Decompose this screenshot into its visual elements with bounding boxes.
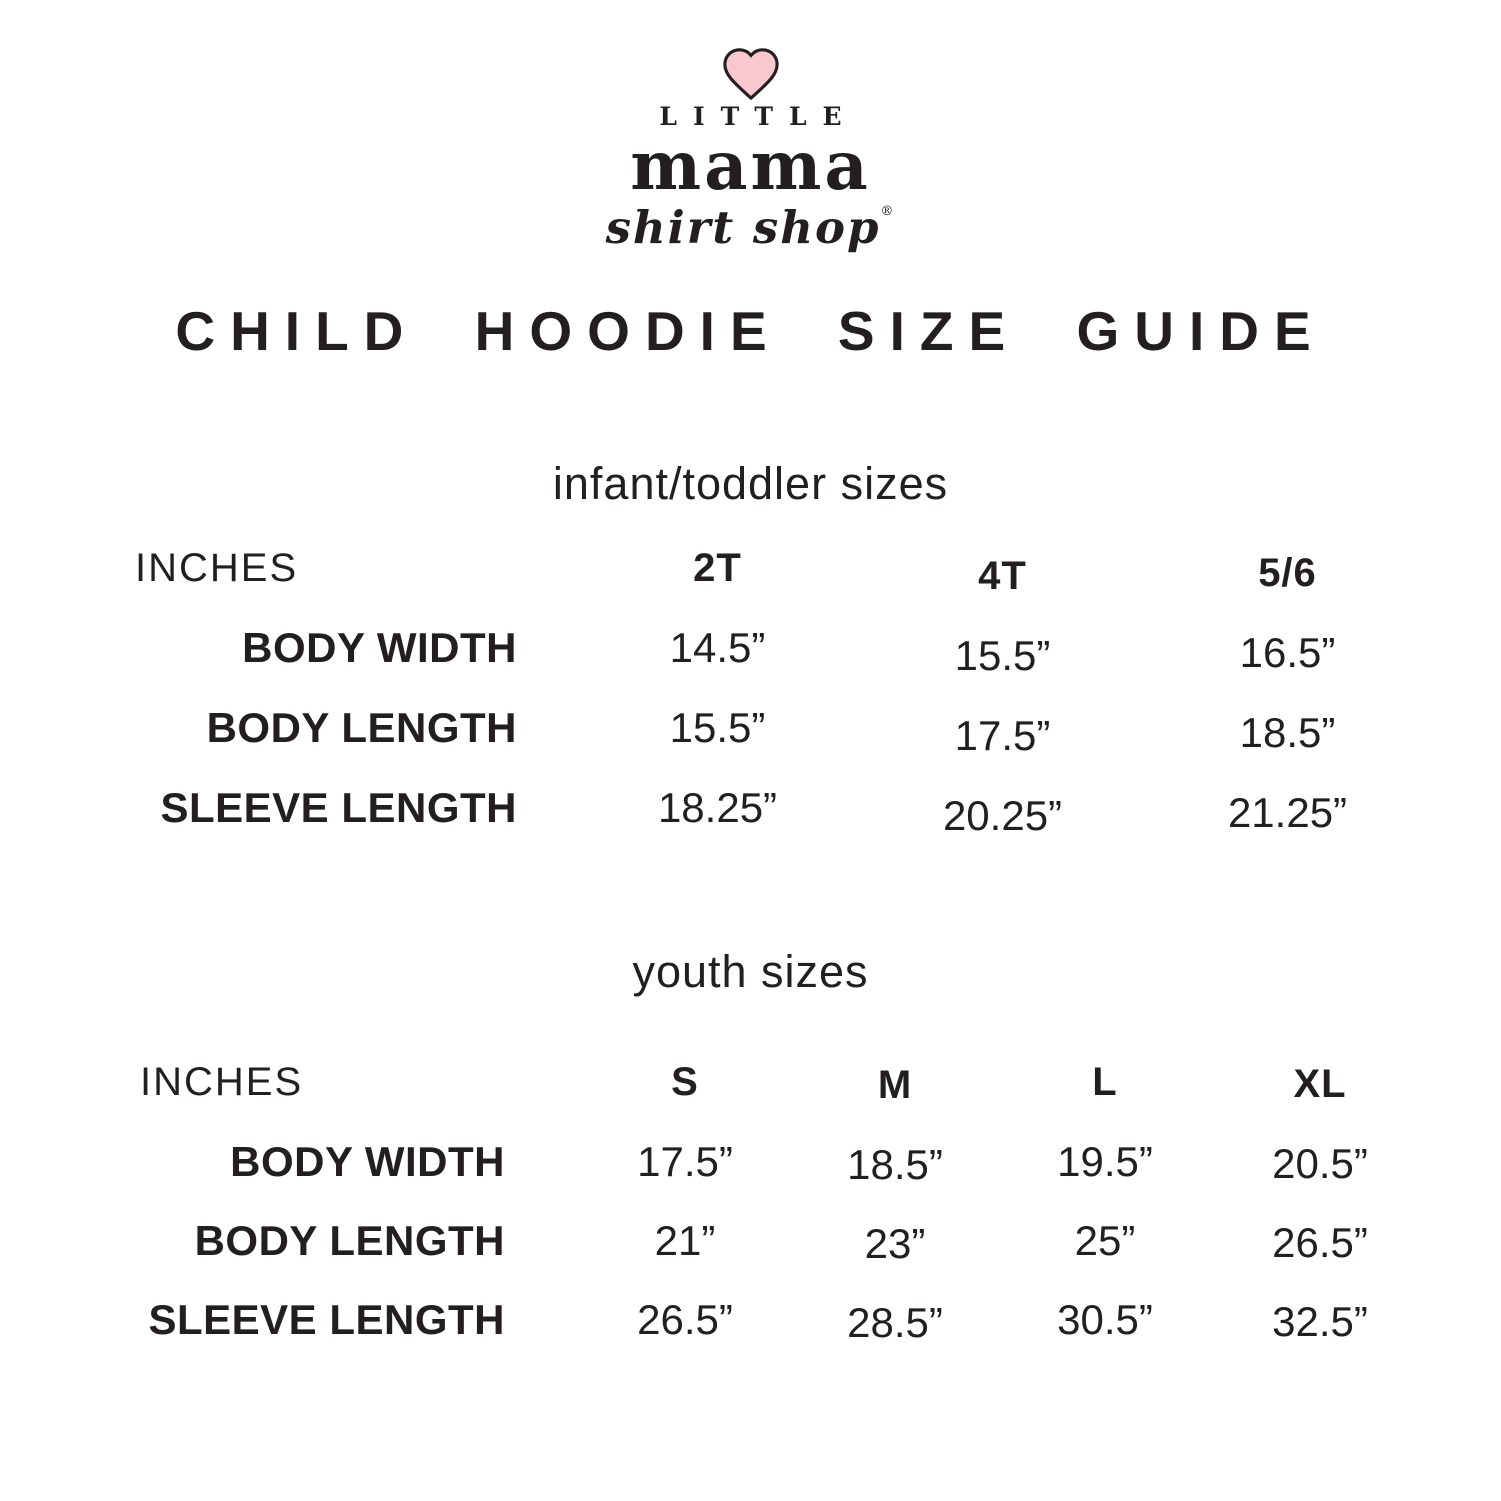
youth-row-label-sleeve-length: SLEEVE LENGTH: [148, 1295, 505, 1343]
youth-sleeve-length-s: 26.5”: [637, 1295, 733, 1343]
infant-toddler-size-table: [135, 528, 1430, 848]
infant-row-label-body-width: BODY WIDTH: [242, 624, 517, 671]
infant-row-label-sleeve-length: SLEEVE LENGTH: [160, 784, 517, 831]
youth-body-length-m: 23”: [864, 1219, 926, 1267]
infant-body-length-2t: 15.5”: [669, 704, 766, 751]
youth-sleeve-length-xl: 32.5”: [1272, 1297, 1368, 1345]
youth-body-width-xl: 20.5”: [1272, 1139, 1368, 1187]
infant-body-width-4t: 15.5”: [954, 632, 1051, 679]
infant-column-header-2t: 2T: [693, 545, 742, 590]
logo-text-shirt-shop: [0, 201, 1501, 254]
youth-sleeve-length-l: 30.5”: [1057, 1295, 1153, 1343]
infant-body-length-5-6: 18.5”: [1239, 709, 1336, 756]
youth-body-length-xl: 26.5”: [1272, 1218, 1368, 1266]
youth-section-label: youth sizes: [632, 946, 869, 997]
youth-body-length-s: 21”: [654, 1216, 716, 1264]
infant-body-length-4t: 17.5”: [954, 712, 1051, 759]
youth-column-header-m: M: [877, 1063, 913, 1107]
youth-column-header-xl: XL: [1293, 1062, 1347, 1106]
youth-body-width-m: 18.5”: [847, 1140, 943, 1188]
logo-shirt-shop-label: shirt shop: [605, 201, 881, 254]
registered-trademark-symbol: ®: [880, 204, 896, 219]
youth-body-length-l: 25”: [1074, 1216, 1136, 1264]
infant-column-header-4t: 4T: [978, 553, 1027, 598]
youth-column-header-s: S: [671, 1060, 699, 1104]
heart-icon: [722, 48, 780, 100]
youth-body-width-l: 19.5”: [1057, 1137, 1153, 1185]
infant-row-label-body-length: BODY LENGTH: [206, 704, 517, 751]
page-title: CHILD HOODIE SIZE GUIDE: [175, 300, 1326, 362]
logo-text-little: LITTLE: [659, 102, 858, 131]
infant-column-header-5-6: 5/6: [1258, 550, 1317, 595]
infant-body-width-2t: 14.5”: [669, 624, 766, 671]
infant-toddler-section-label: infant/toddler sizes: [552, 458, 949, 509]
infant-inches-header: INCHES: [135, 545, 299, 590]
youth-inches-header: INCHES: [140, 1060, 304, 1104]
youth-sleeve-length-m: 28.5”: [847, 1298, 943, 1346]
youth-column-header-l: L: [1092, 1060, 1118, 1104]
infant-sleeve-length-4t: 20.25”: [942, 792, 1063, 839]
logo-text-mama: mama: [630, 126, 871, 205]
infant-sleeve-length-5-6: 21.25”: [1227, 789, 1348, 836]
youth-size-table: [140, 1043, 1430, 1359]
brand-logo: [0, 48, 1501, 254]
youth-row-label-body-width: BODY WIDTH: [230, 1137, 505, 1185]
infant-body-width-5-6: 16.5”: [1239, 629, 1336, 676]
infant-sleeve-length-2t: 18.25”: [657, 784, 778, 831]
youth-row-label-body-length: BODY LENGTH: [194, 1216, 505, 1264]
youth-body-width-s: 17.5”: [637, 1137, 733, 1185]
